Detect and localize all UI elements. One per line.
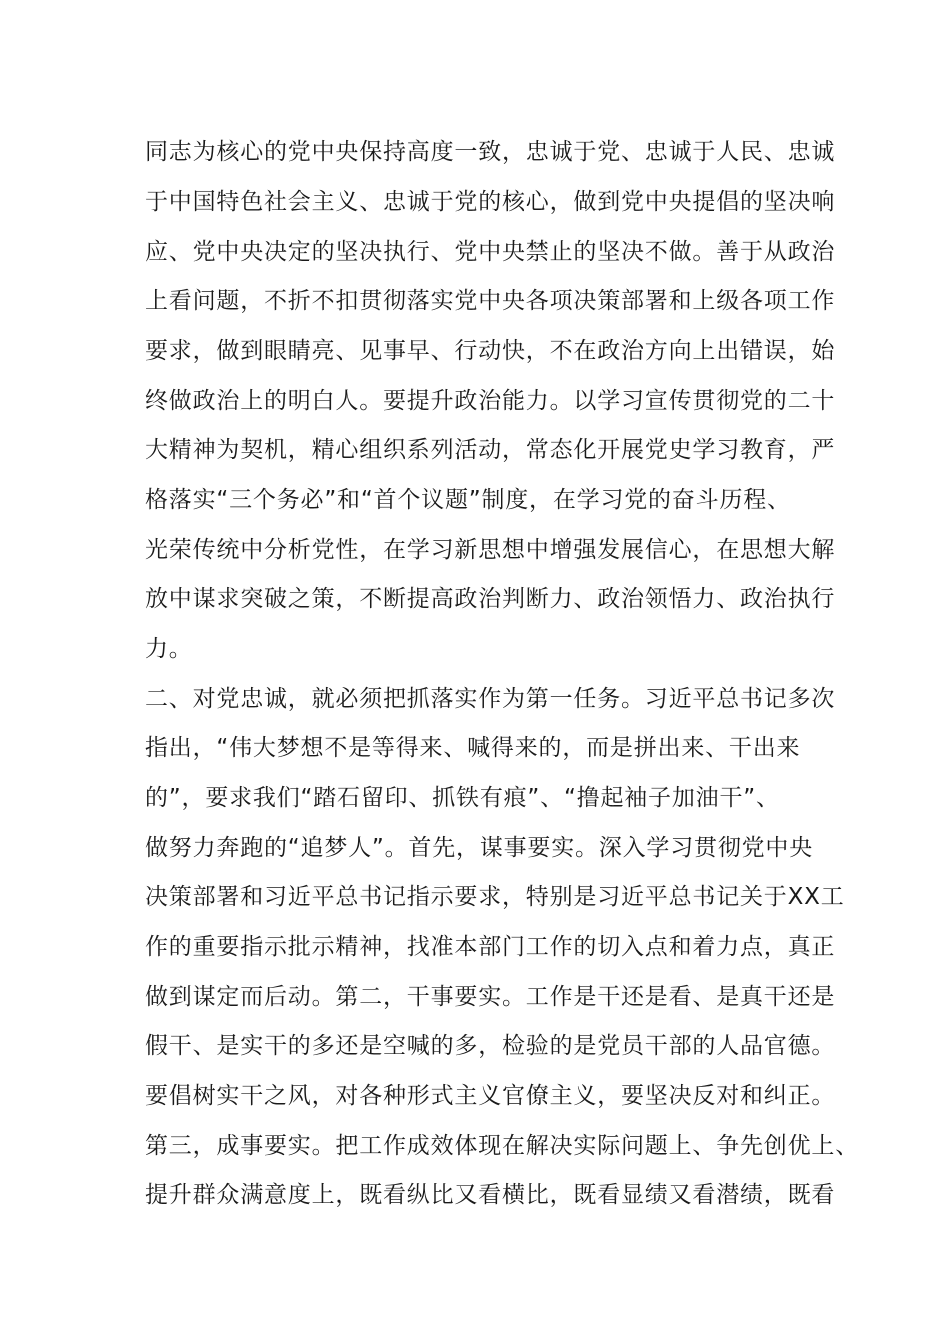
text-line: 同志为核心的党中央保持高度一致，忠诚于党、忠诚于人民、忠诚 [145, 139, 836, 165]
text-line: 大精神为契机，精心组织系列活动，常态化开展党史学习教育，严 [145, 437, 836, 463]
text-line: 光荣传统中分析党性，在学习新思想中增强发展信心，在思想大解 [145, 537, 836, 563]
text-line: 力。 [145, 636, 193, 662]
text-line: 要倡树实干之风，对各种形式主义官僚主义，要坚决反对和纠正。 [145, 1083, 836, 1109]
text-line: 决策部署和习近平总书记指示要求，特别是习近平总书记关于XX工 [145, 884, 845, 910]
text-line: 指出，“伟大梦想不是等得来、喊得来的，而是拼出来、干出来 [145, 735, 801, 761]
text-line: 要求，做到眼睛亮、见事早、行动快，不在政治方向上出错误，始 [145, 338, 836, 364]
text-line: 上看问题，不折不扣贯彻落实党中央各项决策部署和上级各项工作 [145, 288, 836, 314]
text-line: 格落实“三个务必”和“首个议题”制度，在学习党的奋斗历程、 [145, 487, 791, 513]
text-line: 终做政治上的明白人。要提升政治能力。以学习宣传贯彻党的二十 [145, 388, 836, 414]
text-line: 放中谋求突破之策，不断提高政治判断力、政治领悟力、政治执行 [145, 586, 836, 612]
text-line: 假干、是实干的多还是空喊的多，检验的是党员干部的人品官德。 [145, 1033, 836, 1059]
text-line: 作的重要指示批示精神，找准本部门工作的切入点和着力点，真正 [145, 934, 836, 960]
text-line: 于中国特色社会主义、忠诚于党的核心，做到党中央提倡的坚决响 [145, 189, 836, 215]
text-line: 第三，成事要实。把工作成效体现在解决实际问题上、争先创优上、 [145, 1133, 859, 1159]
text-line: 做努力奔跑的“追梦人”。首先，谋事要实。深入学习贯彻党中央 [145, 835, 814, 861]
text-line: 应、党中央决定的坚决执行、党中央禁止的坚决不做。善于从政治 [145, 239, 836, 265]
section-heading-line: 二、对党忠诚，就必须把抓落实作为第一任务。习近平总书记多次 [145, 686, 836, 712]
text-line: 提升群众满意度上，既看纵比又看横比，既看显绩又看潜绩，既看 [145, 1182, 836, 1208]
text-line: 做到谋定而后动。第二，干事要实。工作是干还是看、是真干还是 [145, 984, 836, 1010]
text-line: 的”，要求我们“踏石留印、抓铁有痕”、“撸起袖子加油干”、 [145, 785, 780, 811]
